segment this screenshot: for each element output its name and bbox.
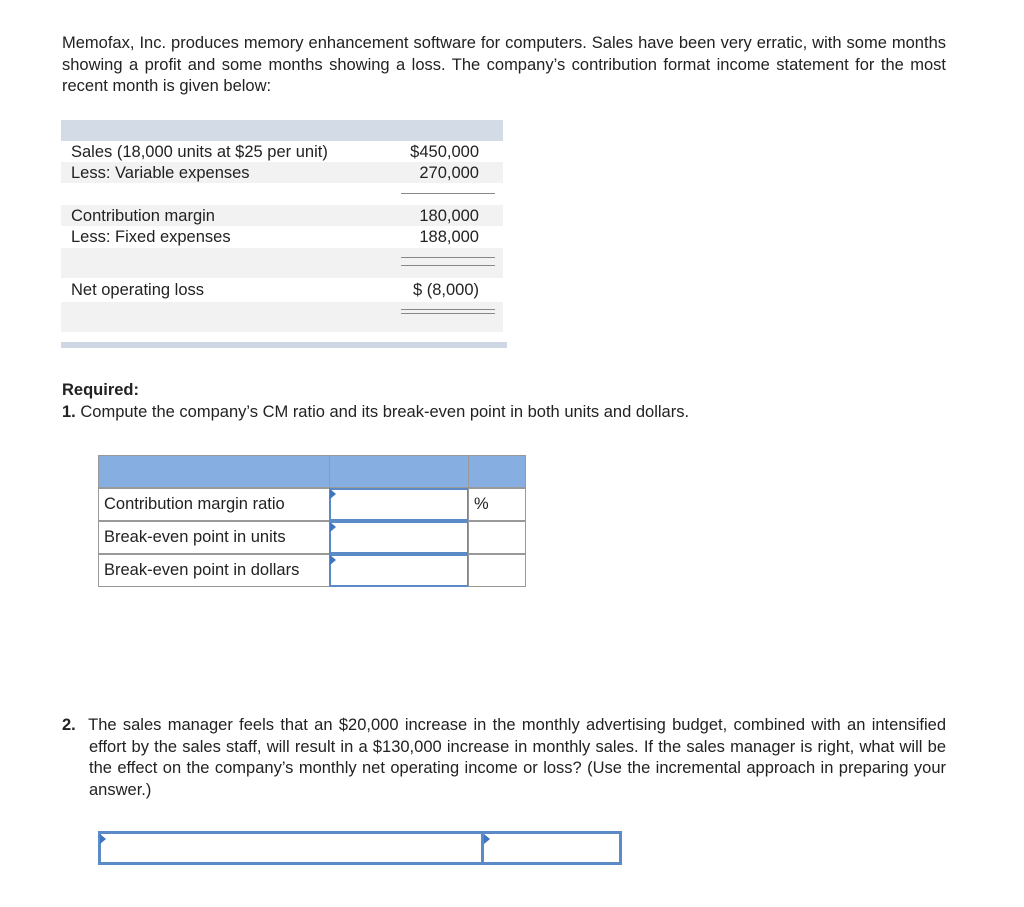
dropdown-marker-icon — [484, 834, 490, 844]
question-2-number: 2. — [62, 716, 76, 734]
subtotal-rule — [401, 265, 495, 266]
sales-value: $450,000 — [410, 143, 479, 161]
sales-label: Sales (18,000 units at $25 per unit) — [71, 143, 328, 161]
question-2-text: The sales manager feels that an $20,000 increase in the monthly advertising budget, combined with an intensified effort by the sales staff, will result in a $130,000 increase in monthly sales. If the sales manager is right, what will be the effect on the company’s monthly net operating income or loss? (Use the incremental approach in preparing your answer.) — [88, 716, 947, 799]
subtotal-rule — [401, 257, 495, 258]
statement-band — [61, 248, 503, 278]
problem-intro: Memofax, Inc. produces memory enhancement software for computers. Sales have been very erratic, with some months showing a profit and some months showing a loss. The company’s contribution format income statement for the most recent month is given below: — [62, 34, 946, 95]
dropdown-marker-icon — [330, 489, 336, 499]
question-2 — [62, 715, 946, 801]
fixed-expenses-label: Less: Fixed expenses — [71, 228, 231, 246]
answer-table — [98, 455, 526, 587]
answer-table-header — [329, 455, 469, 488]
cm-ratio-input[interactable] — [329, 488, 469, 521]
answer-table-header — [98, 455, 330, 488]
break-even-dollars-unit — [468, 554, 526, 587]
statement-band — [61, 302, 503, 332]
question-1-text: Compute the company’s CM ratio and its break-even point in both units and dollars. — [80, 403, 690, 421]
fixed-expenses-value: 188,000 — [419, 228, 479, 246]
subtotal-rule — [401, 193, 495, 194]
statement-header — [61, 120, 503, 141]
variable-expenses-value: 270,000 — [419, 164, 479, 182]
effect-amount-input[interactable] — [481, 831, 622, 865]
dropdown-marker-icon — [330, 555, 336, 565]
required-heading: Required: — [62, 381, 140, 399]
net-operating-loss-label: Net operating loss — [71, 281, 204, 299]
break-even-units-label: Break-even point in units — [98, 521, 330, 554]
effect-select-input[interactable] — [98, 831, 484, 865]
question-1 — [62, 403, 689, 422]
question-1-number: 1. — [62, 403, 76, 421]
answer-table-header — [468, 455, 526, 488]
total-double-rule — [401, 313, 495, 314]
income-statement — [61, 120, 503, 332]
contribution-margin-value: 180,000 — [419, 207, 479, 225]
total-double-rule — [401, 309, 495, 310]
dropdown-marker-icon — [330, 522, 336, 532]
statement-bottom-bar — [61, 342, 507, 348]
percent-unit: % — [468, 488, 526, 521]
break-even-dollars-input[interactable] — [329, 554, 469, 587]
net-operating-loss-value: $ (8,000) — [412, 281, 479, 299]
break-even-units-unit — [468, 521, 526, 554]
break-even-units-input[interactable] — [329, 521, 469, 554]
break-even-dollars-label: Break-even point in dollars — [98, 554, 330, 587]
cm-ratio-label: Contribution margin ratio — [98, 488, 330, 521]
variable-expenses-label: Less: Variable expenses — [71, 164, 250, 182]
contribution-margin-label: Contribution margin — [71, 207, 215, 225]
dropdown-marker-icon — [100, 834, 106, 844]
